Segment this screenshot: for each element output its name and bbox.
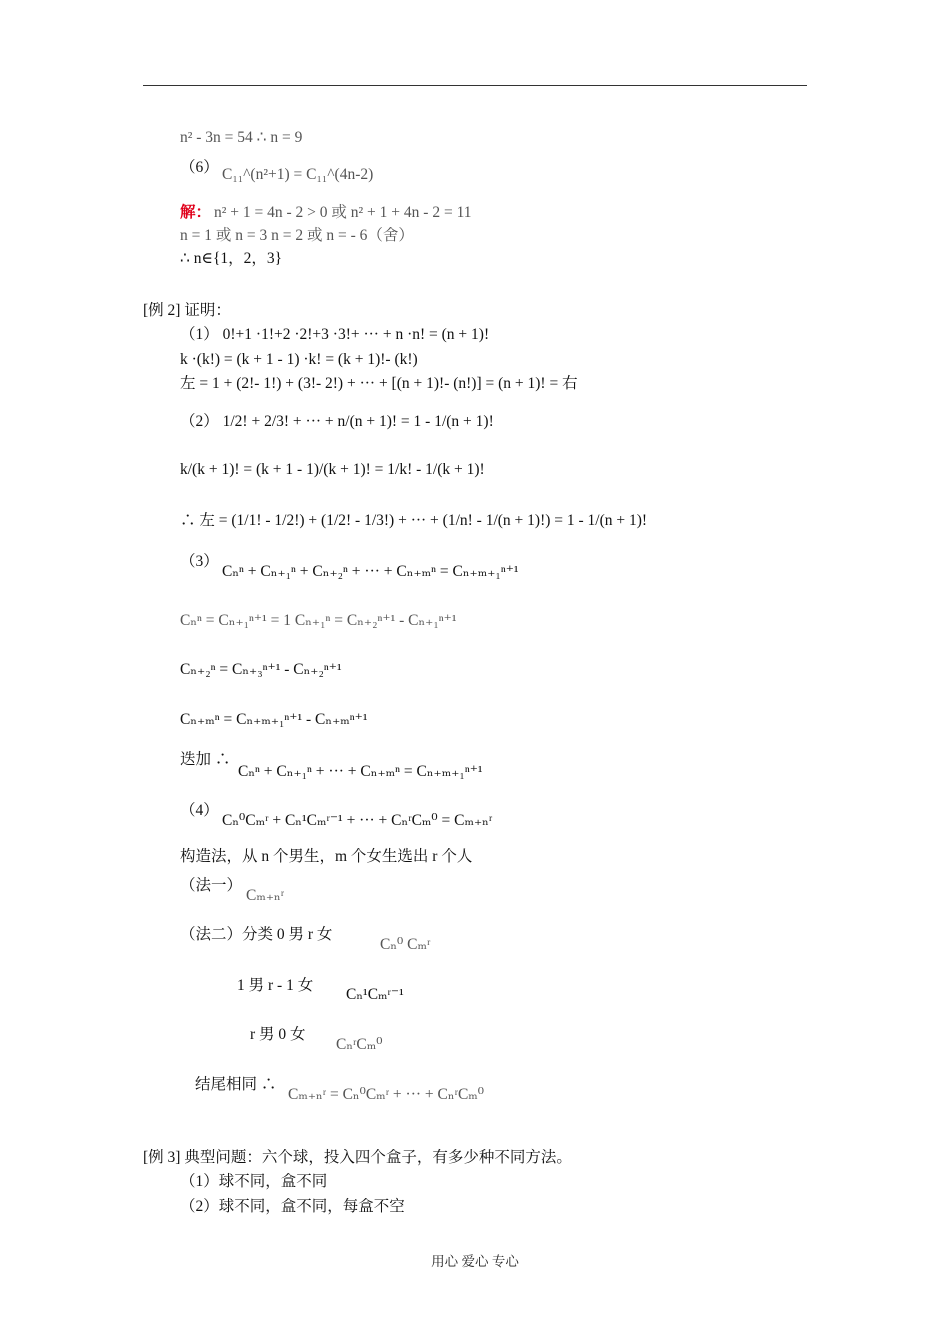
text-label: 结尾相同 ∴ bbox=[195, 1076, 277, 1093]
equation-line: （2） 1/2! + 2/3! + ··· + n/(n + 1)! = 1 - 1/(n + 1)! bbox=[180, 413, 494, 430]
text-line: （2）球不同，盒不同，每盒不空 bbox=[180, 1198, 405, 1215]
text-label: 迭加 ∴ bbox=[180, 751, 231, 768]
text-line: r 男 0 女 bbox=[250, 1026, 306, 1043]
equation-line: Cₙ⁰ Cₘʳ bbox=[380, 936, 431, 953]
equation-line: n² - 3n = 54 ∴ n = 9 bbox=[180, 129, 303, 146]
text-label: （法一） bbox=[180, 877, 243, 894]
equation-line: 左 = 1 + (2!- 1!) + (3!- 2!) + ··· + [(n + 1)!- (n!)] = (n + 1)! = 右 bbox=[180, 375, 578, 392]
equation-line: C₁₁^(n²+1) = C₁₁^(4n-2) bbox=[222, 166, 374, 183]
item-number: （4） bbox=[180, 802, 219, 819]
equation-line: Cₙⁿ + Cₙ₊₁ⁿ + Cₙ₊₂ⁿ + ··· + Cₙ₊ₘⁿ = Cₙ₊ₘ₊₁ⁿ⁺¹ bbox=[222, 563, 519, 580]
equation-line: k/(k + 1)! = (k + 1 - 1)/(k + 1)! = 1/k! - 1/(k + 1)! bbox=[180, 461, 485, 478]
equation-line: Cₙ₊₂ⁿ = Cₙ₊₃ⁿ⁺¹ - Cₙ₊₂ⁿ⁺¹ bbox=[180, 661, 342, 678]
equation-line: Cₙ₊ₘⁿ = Cₙ₊ₘ₊₁ⁿ⁺¹ - Cₙ₊ₘⁿ⁺¹ bbox=[180, 711, 368, 728]
example-heading: [例 3] 典型问题：六个球，投入四个盒子，有多少种不同方法。 bbox=[143, 1149, 572, 1166]
text-line: （1）球不同，盒不同 bbox=[180, 1173, 328, 1190]
equation-line: Cₘ₊ₙʳ = Cₙ⁰Cₘʳ + ··· + CₙʳCₘ⁰ bbox=[288, 1086, 484, 1103]
solution-label: 解： bbox=[180, 204, 212, 221]
equation-line: n = 1 或 n = 3 n = 2 或 n = - 6（舍） bbox=[180, 227, 414, 244]
equation-line: ∴ n∈{1，2，3} bbox=[180, 250, 283, 267]
equation-line: Cₙⁿ = Cₙ₊₁ⁿ⁺¹ = 1 Cₙ₊₁ⁿ = Cₙ₊₂ⁿ⁺¹ - Cₙ₊₁ⁿ⁺¹ bbox=[180, 612, 457, 629]
equation-line: CₙʳCₘ⁰ bbox=[336, 1036, 383, 1053]
equation-line: ∴ 左 = (1/1! - 1/2!) + (1/2! - 1/3!) + ··· + (1/n! - 1/(n + 1)!) = 1 - 1/(n + 1)! bbox=[180, 512, 648, 529]
item-number: （3） bbox=[180, 553, 219, 570]
text-line: （法二）分类 0 男 r 女 bbox=[180, 926, 333, 943]
page-footer: 用心 爱心 专心 bbox=[431, 1254, 519, 1269]
equation-line: （1） 0!+1 ·1!+2 ·2!+3 ·3!+ ··· + n ·n! = (n + 1)! bbox=[180, 326, 490, 343]
equation-line: Cₙ¹Cₘʳ⁻¹ bbox=[346, 986, 404, 1003]
equation-line: k ·(k!) = (k + 1 - 1) ·k! = (k + 1)!- (k!) bbox=[180, 351, 418, 368]
example-heading: [例 2] 证明： bbox=[143, 302, 231, 319]
equation-line: Cₘ₊ₙʳ bbox=[246, 887, 285, 904]
item-number: （6） bbox=[180, 159, 219, 176]
equation-line: n² + 1 = 4n - 2 > 0 或 n² + 1 + 4n - 2 = 11 bbox=[214, 204, 472, 221]
header-rule bbox=[143, 85, 807, 86]
text-line: 构造法，从 n 个男生，m 个女生选出 r 个人 bbox=[180, 848, 473, 865]
equation-line: Cₙⁿ + Cₙ₊₁ⁿ + ··· + Cₙ₊ₘⁿ = Cₙ₊ₘ₊₁ⁿ⁺¹ bbox=[238, 763, 483, 780]
text-line: 1 男 r - 1 女 bbox=[237, 977, 314, 994]
equation-line: Cₙ⁰Cₘʳ + Cₙ¹Cₘʳ⁻¹ + ··· + CₙʳCₘ⁰ = Cₘ₊ₙʳ bbox=[222, 812, 493, 829]
